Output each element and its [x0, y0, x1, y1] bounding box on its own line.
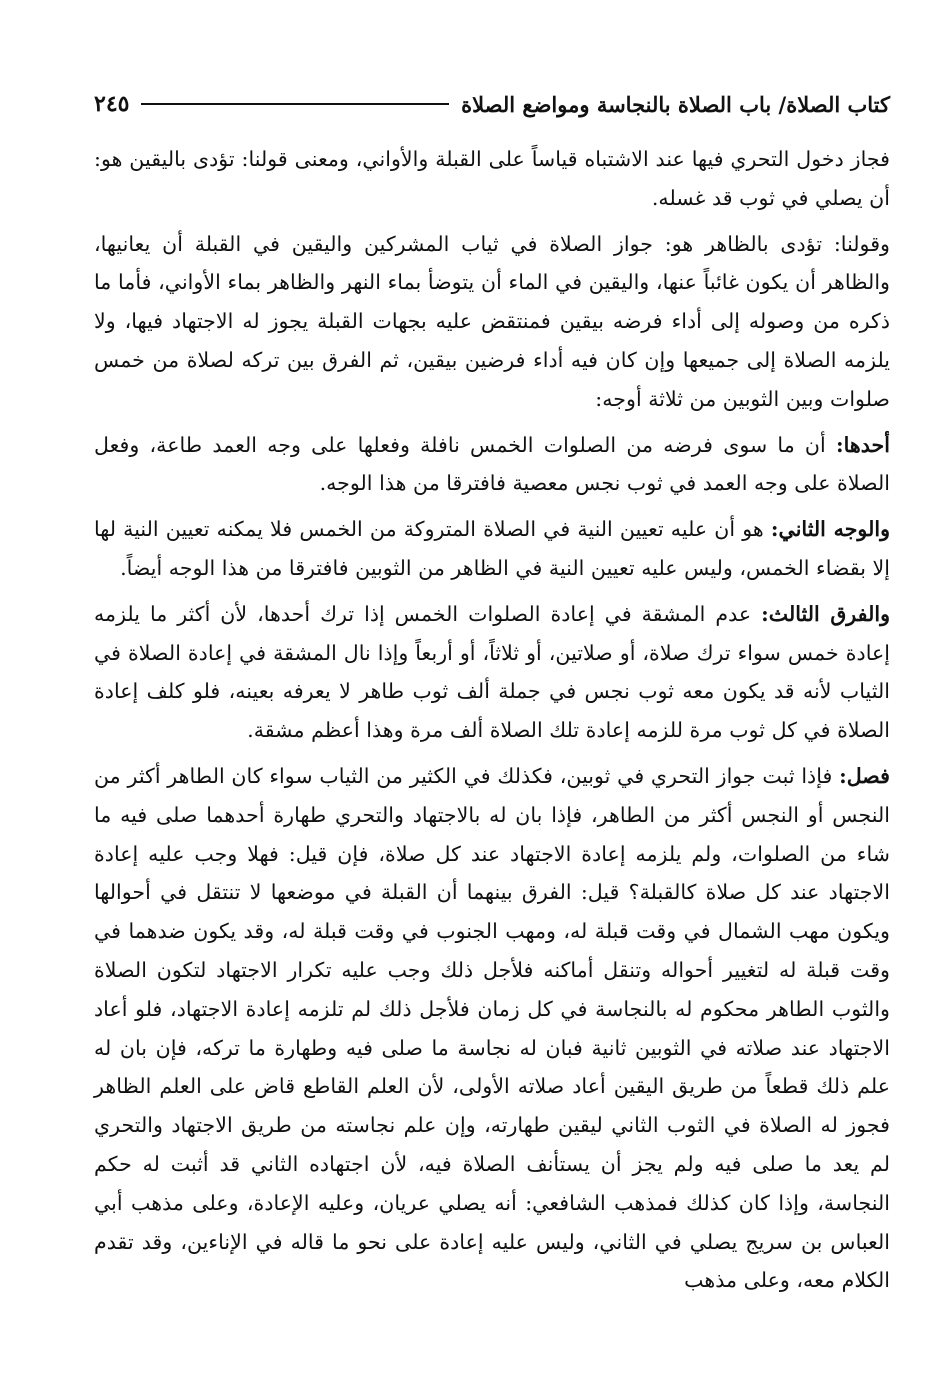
paragraph — [94, 225, 890, 419]
paragraph-text: عدم المشقة في إعادة الصلوات الخمس إذا ترك أحدها، لأن أكثر ما يلزمه إعادة خمس سواء ترك صلاة، أو صلاتين، أو ثلاثاً، أو أربعاً وإذا نال المشقة في إعادة الصلاة في الثياب لأنه قد يكون معه ثوب نجس في جملة ألف ثوب طاهر لا يعرفه بعينه، فلو كلف إعادة الصلاة في كل ثوب مرة للزمه إعادة تلك الصلاة ألف مرة وهذا أعظم مشقة. — [94, 601, 890, 743]
paragraph — [94, 757, 890, 1300]
paragraph-text: فجاز دخول التحري فيها عند الاشتباه قياساً على القبلة والأواني، ومعنى قولنا: تؤدى باليقين هو: أن يصلي في ثوب قد غسله. — [94, 147, 890, 210]
paragraph-label: أحدها: — [836, 432, 890, 457]
paragraph-label: فصل: — [839, 763, 890, 788]
page-number: ٢٤٥ — [94, 91, 130, 117]
page-header — [94, 84, 890, 124]
paragraph-text: فإذا ثبت جواز التحري في ثوبين، فكذلك في الكثير من الثياب سواء كان الطاهر أكثر من النجس أو النجس أكثر من الطاهر، فإذا بان له بالاجتهاد والتحري طهارة أحدهما صلى فيه ما شاء من الصلوات، ولم يلزمه إعادة الاجتهاد عند كل صلاة، فإن قيل: فهلا وجب عليه إعادة الاجتهاد عند كل صلاة كالقبلة؟ قيل: الفرق بينهما أن القبلة في موضعها لا تنتقل في أحوالها ويكون مهب الشمال في وقت قبلة له، ومهب الجنوب في وقت قبلة له، وقد يكون ضدهما في وقت قبلة له لتغيير أحواله وتنقل أماكنه فلأجل ذلك وجب عليه تكرار الاجتهاد لتكون الصلاة والثوب الطاهر محكوم له بالنجاسة في كل زمان فلأجل ذلك لم تلزمه إعادة الاجتهاد، فلو أعاد الاجتهاد عند صلاته في الثوبين ثانية فبان له نجاسة ما صلى فيه وطهارة ما تركه، فإن بان له علم ذلك قطعاً من طريق اليقين أعاد صلاته الأولى، لأن العلم القاطع قاض على العلم الظاهر فجوز له الصلاة في الثوب الثاني ليقين طهارته، وإن علم نجاسته من طريق الاجتهاد والتحري لم يعد ما صلى فيه ولم يجز أن يستأنف الصلاة فيه، لأن اجتهاده الثاني قد أثبت له حكم النجاسة، وإذا كان كذلك فمذهب الشافعي: أنه يصلي عريان، وعليه الإعادة، وعلى مذهب أبي العباس بن سريج يصلي في الثاني، وليس عليه إعادة على نحو ما قاله في الإناءين، وقد تقدم الكلام معه، وعلى مذهب — [94, 763, 890, 1293]
paragraph — [94, 510, 890, 588]
body-text — [94, 140, 890, 1370]
paragraph — [94, 426, 890, 504]
paragraph-text: هو أن عليه تعيين النية في الصلاة المتروكة من الخمس فلا يمكنه تعيين النية لها إلا بقضاء الخمس، وليس عليه تعيين النية في الظاهر من الثوبين فافترقا من هذا الوجه أيضاً. — [94, 517, 890, 580]
paragraph-label: والوجه الثاني: — [770, 517, 891, 542]
paragraph-label: والفرق الثالث: — [761, 601, 891, 626]
paragraph-text: أن ما سوى فرضه من الصلوات الخمس نافلة وفعلها على وجه العمد طاعة، وفعل الصلاة على وجه العمد في ثوب نجس معصية فافترقا من هذا الوجه. — [94, 432, 890, 496]
paragraph — [94, 140, 890, 218]
running-title: كتاب الصلاة/ باب الصلاة بالنجاسة ومواضع الصلاة — [461, 91, 890, 117]
header-rule — [141, 103, 449, 105]
paragraph — [94, 595, 890, 750]
paragraph-text: وقولنا: تؤدى بالظاهر هو: جواز الصلاة في ثياب المشركين واليقين في القبلة أن يعانيها، والظاهر أن يكون غائباً عنها، واليقين في الماء أن يتوضأ بماء النهر والظاهر بماء الأواني، فأما ما ذكره من وصوله إلى أداء فرضه بيقين فمنتقض عليه بجهات القبلة يجوز له الاجتهاد فيها، ولا يلزمه الصلاة إلى جميعها وإن كان فيه أداء فرضين بيقين، ثم الفرق بين تركه لصلاة من خمس صلوات وبين الثوبين من ثلاثة أوجه: — [94, 231, 890, 411]
